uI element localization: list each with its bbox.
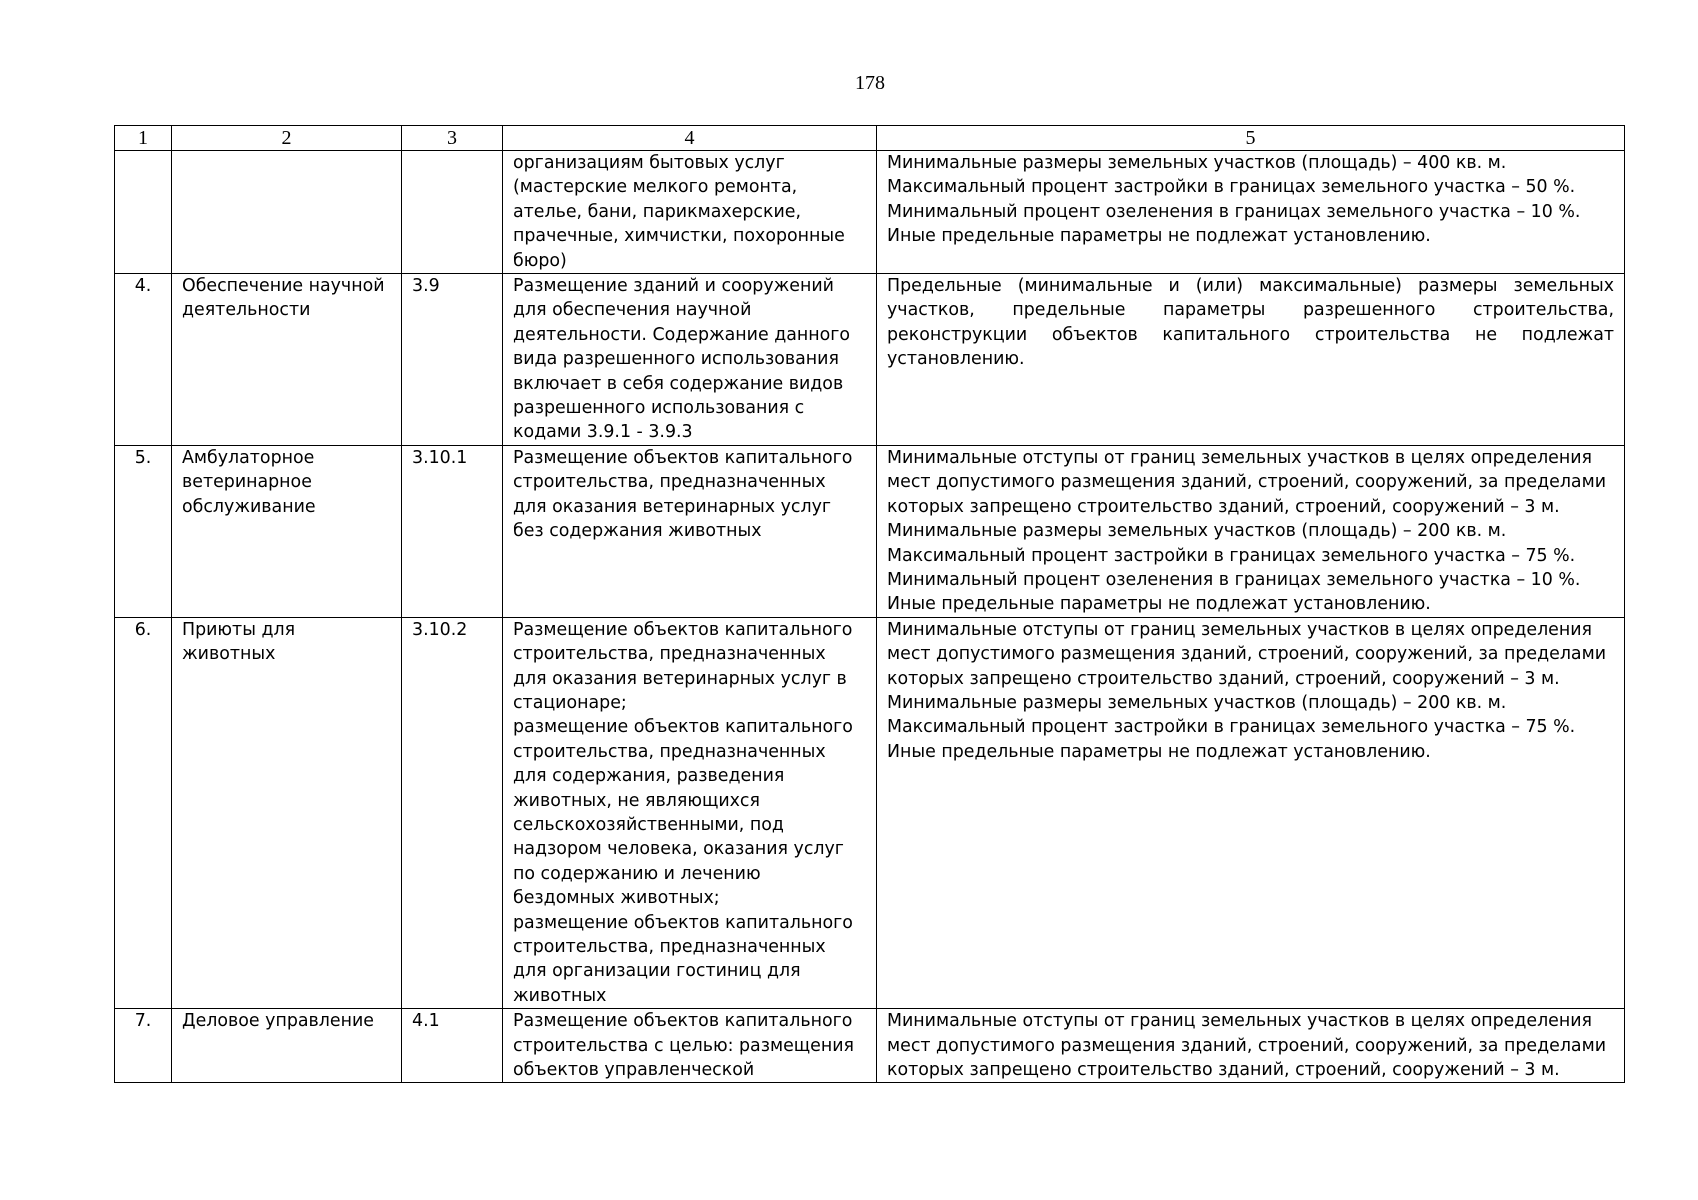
row-number: 5. — [115, 445, 172, 617]
row-number: 6. — [115, 617, 172, 1009]
land-use-name: Деловое управление — [172, 1009, 402, 1083]
land-use-code — [402, 151, 503, 274]
table-row — [115, 445, 1625, 617]
header-cell-3: 3 — [402, 126, 503, 151]
land-use-code: 4.1 — [402, 1009, 503, 1083]
land-use-description: организациям бытовых услуг (мастерские мелкого ремонта, ателье, бани, парикмахерские, прачечные, химчистки, похоронные бюро) — [503, 151, 877, 274]
limit-parameters: Минимальные отступы от границ земельных участков в целях определения мест допустимого размещения зданий, строений, сооружений, за пределами которых запрещено строительство зданий, строений, сооружений – 3 м. Минимальные размеры земельных участков (площадь) – 200 кв. м. Максимальный процент застройки в границах земельного участка – 75 %. Иные предельные параметры не подлежат установлению. — [877, 617, 1625, 1009]
land-use-name — [172, 151, 402, 274]
header-cell-5: 5 — [877, 126, 1625, 151]
limit-parameters: Минимальные размеры земельных участков (площадь) – 400 кв. м. Максимальный процент застройки в границах земельного участка – 50 %. Минимальный процент озеленения в границах земельного участка – 10 %. Иные предельные параметры не подлежат установлению. — [877, 151, 1625, 274]
land-use-table — [114, 125, 1625, 1083]
table-header-row — [115, 126, 1625, 151]
header-cell-2: 2 — [172, 126, 402, 151]
limit-parameters: Предельные (минимальные и (или) максимальные) размеры земельных участков, предельные параметры разрешенного строительства, реконструкции объектов капитального строительства не подлежат установлению. — [877, 274, 1625, 446]
land-use-description: Размещение зданий и сооружений для обеспечения научной деятельности. Содержание данного вида разрешенного использования включает в себя содержание видов разрешенного использования с кодами 3.9.1 - 3.9.3 — [503, 274, 877, 446]
land-use-code: 3.10.2 — [402, 617, 503, 1009]
table-row — [115, 1009, 1625, 1083]
table-row — [115, 617, 1625, 1009]
limit-parameters: Минимальные отступы от границ земельных участков в целях определения мест допустимого размещения зданий, строений, сооружений, за пределами которых запрещено строительство зданий, строений, сооружений – 3 м. Минимальные размеры земельных участков (площадь) – 200 кв. м. Максимальный процент застройки в границах земельного участка – 75 %. Минимальный процент озеленения в границах земельного участка – 10 %. Иные предельные параметры не подлежат установлению. — [877, 445, 1625, 617]
table-row — [115, 274, 1625, 446]
land-use-description: Размещение объектов капитального строительства, предназначенных для оказания ветеринарных услуг в стационаре; размещение объектов капитального строительства, предназначенных для содержания, разведения животных, не являющихся сельскохозяйственными, под надзором человека, оказания услуг по содержанию и лечению бездомных животных; размещение объектов капитального строительства, предназначенных для организации гостиниц для животных — [503, 617, 877, 1009]
header-cell-4: 4 — [503, 126, 877, 151]
land-use-description: Размещение объектов капитального строительства, предназначенных для оказания ветеринарных услуг без содержания животных — [503, 445, 877, 617]
land-use-code: 3.9 — [402, 274, 503, 446]
row-number: 7. — [115, 1009, 172, 1083]
header-cell-1: 1 — [115, 126, 172, 151]
row-number: 4. — [115, 274, 172, 446]
row-number — [115, 151, 172, 274]
table-row — [115, 151, 1625, 274]
land-use-code: 3.10.1 — [402, 445, 503, 617]
land-use-name: Обеспечение научной деятельности — [172, 274, 402, 446]
land-use-name: Приюты для животных — [172, 617, 402, 1009]
land-use-description: Размещение объектов капитального строительства с целью: размещения объектов управленческой — [503, 1009, 877, 1083]
page-number: 178 — [855, 72, 885, 94]
land-use-name: Амбулаторное ветеринарное обслуживание — [172, 445, 402, 617]
limit-parameters: Минимальные отступы от границ земельных участков в целях определения мест допустимого размещения зданий, строений, сооружений, за пределами которых запрещено строительство зданий, строений, сооружений – 3 м. — [877, 1009, 1625, 1083]
